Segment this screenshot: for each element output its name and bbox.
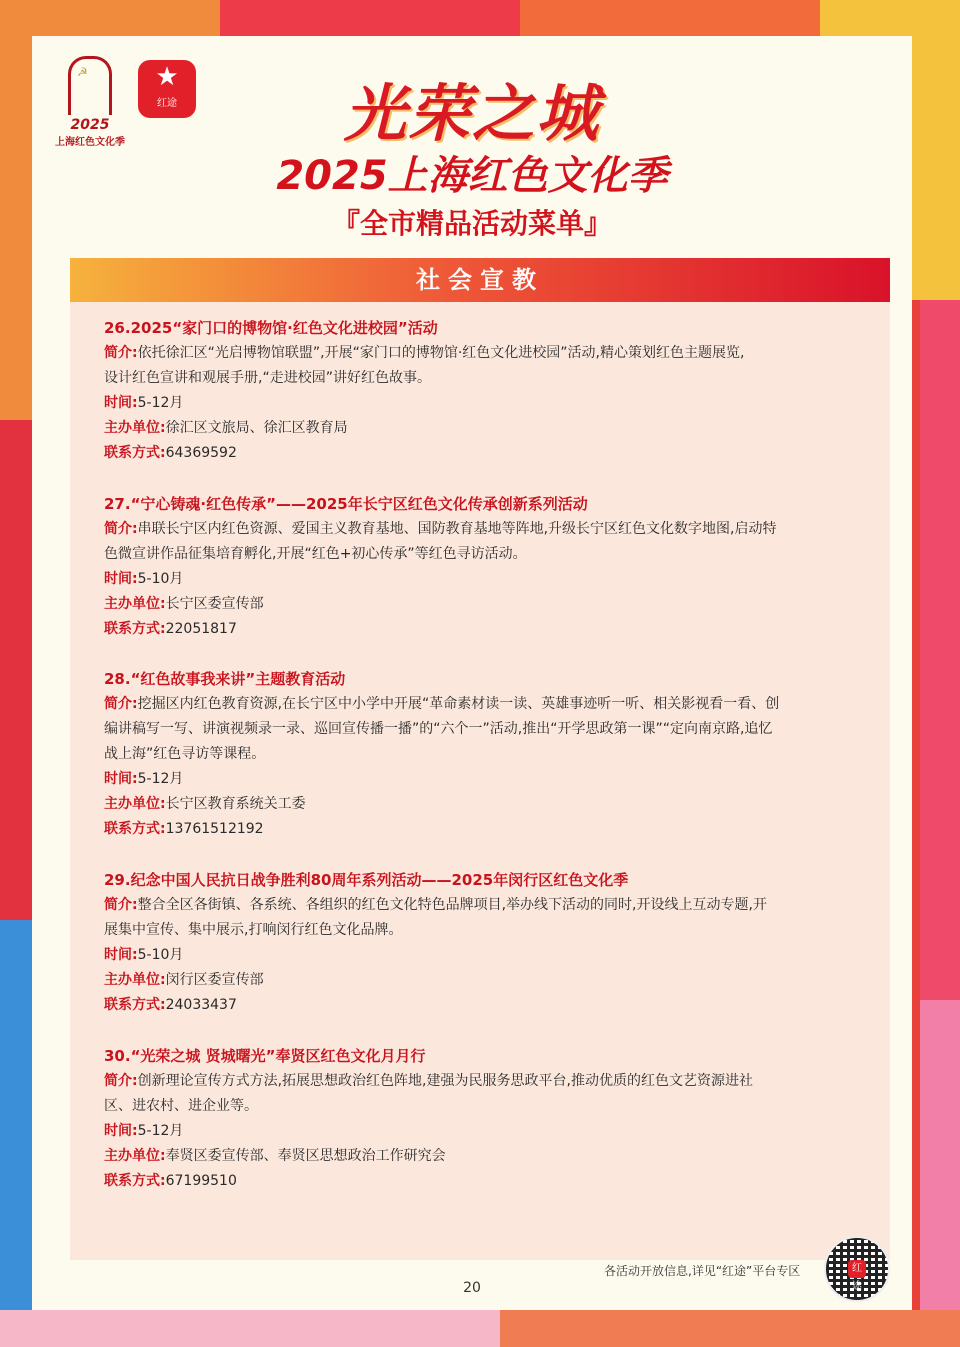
activity-organizer: 奉贤区委宣传部、奉贤区思想政治工作研究会 — [165, 1148, 446, 1164]
qr-center-logo: 红途 — [848, 1260, 866, 1278]
activity-item — [104, 667, 864, 842]
activity-intro-cont: 设计红色宣讲和观展手册,“走进校园”讲好红色故事。 — [104, 370, 431, 386]
logo-caption: 上海红色文化季 — [55, 137, 125, 148]
activity-intro-cont: 展集中宣传、集中展示,打响闵行红色文化品牌。 — [104, 922, 403, 938]
activity-title: 26.2025“家门口的博物馆·红色文化进校园”活动 — [104, 319, 438, 337]
activity-title: 30.“光荣之城 贤城曙光”奉贤区红色文化月月行 — [104, 1047, 426, 1065]
activity-title: 28.“红色故事我来讲”主题教育活动 — [104, 670, 346, 688]
activity-time: 5-12月 — [137, 395, 184, 411]
activity-time: 5-10月 — [137, 947, 184, 963]
activity-organizer: 长宁区教育系统关工委 — [165, 796, 306, 812]
activity-time: 5-12月 — [137, 1123, 184, 1139]
footer-note: 各活动开放信息,详见“红途”平台专区 — [604, 1264, 801, 1278]
activity-title: 29.纪念中国人民抗日战争胜利80周年系列活动——2025年闵行区红色文化季 — [104, 871, 629, 889]
page-subtitle: 『全市精品活动菜单』 — [331, 207, 612, 240]
intro-label: 简介: — [104, 696, 138, 712]
page-number: 20 — [463, 1280, 481, 1296]
organizer-label: 主办单位: — [104, 972, 166, 988]
contact-label: 联系方式: — [104, 621, 166, 637]
activity-time: 5-12月 — [137, 771, 184, 787]
logo-year: 2025 — [70, 117, 110, 133]
activity-intro: 串联长宁区内红色资源、爱国主义教育基地、国防教育基地等阵地,升级长宁区红色文化数字地图,启动特 — [137, 521, 777, 537]
intro-label: 简介: — [104, 521, 138, 537]
star-icon: ★ — [155, 62, 179, 92]
time-label: 时间: — [104, 771, 138, 787]
contact-label: 联系方式: — [104, 821, 166, 837]
activity-item — [104, 316, 864, 466]
contact-label: 联系方式: — [104, 445, 166, 461]
contact-label: 联系方式: — [104, 1173, 166, 1189]
activity-item — [104, 1044, 864, 1194]
time-label: 时间: — [104, 571, 138, 587]
activity-contact: 22051817 — [165, 621, 237, 637]
activity-contact: 67199510 — [165, 1173, 237, 1189]
page-title: 2025上海红色文化季 — [276, 153, 668, 199]
organizer-label: 主办单位: — [104, 1148, 166, 1164]
qr-code[interactable] — [824, 1236, 890, 1302]
activity-item — [104, 868, 864, 1018]
title-art: 光荣之城 — [343, 77, 600, 150]
app-logo-label: 红途 — [157, 98, 177, 109]
activity-intro-cont: 编讲稿写一写、讲演视频录一录、巡回宣传播一播”的“六个一”活动,推出“开学思政第一课”“定向南京路,追忆 — [104, 721, 773, 737]
activity-intro: 创新理论宣传方式方法,拓展思想政治红色阵地,建强为民服务思政平台,推动优质的红色文艺资源进社 — [137, 1073, 753, 1089]
intro-label: 简介: — [104, 345, 138, 361]
activity-intro-cont: 战上海”红色寻访等课程。 — [104, 746, 266, 762]
activity-list — [70, 302, 890, 1260]
activity-organizer: 闵行区委宣传部 — [165, 972, 264, 988]
contact-label: 联系方式: — [104, 997, 166, 1013]
activity-organizer: 徐汇区文旅局、徐汇区教育局 — [165, 420, 348, 436]
activity-intro: 整合全区各街镇、各系统、各组织的红色文化特色品牌项目,举办线下活动的同时,开设线上互动专题,开 — [137, 897, 767, 913]
activity-contact: 24033437 — [165, 997, 237, 1013]
page — [32, 36, 912, 1310]
organizer-label: 主办单位: — [104, 596, 166, 612]
intro-label: 简介: — [104, 1073, 138, 1089]
time-label: 时间: — [104, 1123, 138, 1139]
activity-title: 27.“宁心铸魂·红色传承”——2025年长宁区红色文化传承创新系列活动 — [104, 495, 588, 513]
activity-contact: 64369592 — [165, 445, 237, 461]
organizer-label: 主办单位: — [104, 796, 166, 812]
arch-icon: ☭ — [68, 56, 112, 115]
activity-intro: 依托徐汇区“光启博物馆联盟”,开展“家门口的博物馆·红色文化进校园”活动,精心策划红色主题展览, — [137, 345, 745, 361]
activity-intro: 挖掘区内红色教育资源,在长宁区中小学中开展“革命素材读一读、英雄事迹听一听、相关影视看一看、创 — [137, 696, 780, 712]
section-header: 社会宣教 — [70, 258, 890, 302]
activity-time: 5-10月 — [137, 571, 184, 587]
time-label: 时间: — [104, 395, 138, 411]
time-label: 时间: — [104, 947, 138, 963]
organizer-label: 主办单位: — [104, 420, 166, 436]
activity-intro-cont: 色微宣讲作品征集培育孵化,开展“红色+初心传承”等红色寻访活动。 — [104, 546, 527, 562]
activity-intro-cont: 区、进农村、进企业等。 — [104, 1098, 258, 1114]
activity-contact: 13761512192 — [165, 821, 264, 837]
activity-item — [104, 492, 864, 642]
activity-organizer: 长宁区委宣传部 — [165, 596, 264, 612]
intro-label: 简介: — [104, 897, 138, 913]
